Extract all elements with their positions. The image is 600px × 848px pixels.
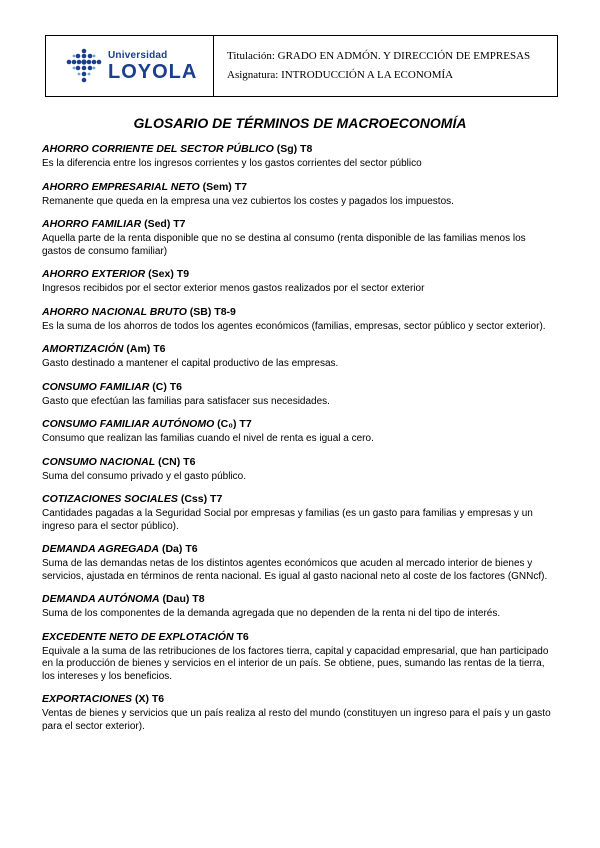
logo-university-word: Universidad xyxy=(108,49,168,61)
glossary-entry xyxy=(42,305,556,334)
term-meta: (Sem) T7 xyxy=(199,180,247,193)
term-meta: T6 xyxy=(233,630,249,643)
term-meta: (Da) T6 xyxy=(159,543,198,555)
term-meta: (Sed) T7 xyxy=(141,218,186,230)
term-name: EXCEDENTE NETO DE EXPLOTACIÓN xyxy=(42,630,234,643)
glossary-term xyxy=(42,380,556,394)
glossary-entry xyxy=(42,180,556,209)
course-info xyxy=(214,36,557,96)
glossary-term xyxy=(42,630,556,644)
cross-logo-icon xyxy=(66,48,102,84)
glossary-entry xyxy=(42,267,556,296)
term-definition: Consumo que realizan las familias cuando el nivel de renta es igual a cero. xyxy=(42,433,374,444)
term-definition: Ventas de bienes y servicios que un país realiza al resto del mundo (constituyen un ingreso para el país y un gasto para el sector exterior). xyxy=(42,708,551,732)
glossary-term xyxy=(42,592,556,606)
glossary-term xyxy=(42,692,556,706)
term-name: AHORRO NACIONAL BRUTO xyxy=(42,305,187,318)
glossary-term xyxy=(42,417,556,431)
term-name: AHORRO CORRIENTE DEL SECTOR PÚBLICO xyxy=(42,143,274,155)
titulacion-text: Titulación: GRADO EN ADMÓN. Y DIRECCIÓN DE EMPRESAS xyxy=(227,50,531,62)
term-meta: (Sg) T8 xyxy=(273,143,313,155)
glossary-entry xyxy=(42,542,556,583)
glossary-entry xyxy=(42,217,556,258)
term-name: EXPORTACIONES xyxy=(42,693,133,705)
glossary-entry xyxy=(42,380,556,409)
term-definition: Suma del consumo privado y el gasto público. xyxy=(42,470,247,482)
term-definition: Gasto destinado a mantener el capital productivo de las empresas. xyxy=(42,358,339,369)
glossary-term xyxy=(42,342,556,356)
term-meta: (Am) T6 xyxy=(123,343,166,355)
term-name: CONSUMO FAMILIAR xyxy=(42,380,150,393)
term-name: AHORRO EXTERIOR xyxy=(42,268,146,280)
term-name: COTIZACIONES SOCIALES xyxy=(42,493,178,505)
term-meta: (C) T6 xyxy=(149,380,182,393)
glossary-entry xyxy=(42,455,556,484)
term-name: AHORRO FAMILIAR xyxy=(42,218,142,230)
term-definition: Es la suma de los ahorros de todos los agentes económicos (familias, empresas, sector público y sector exterior). xyxy=(42,320,546,332)
term-meta: (Css) T7 xyxy=(177,493,223,505)
glossary-entry xyxy=(42,592,556,621)
document-title: GLOSARIO DE TÉRMINOS DE MACROECONOMÍA xyxy=(133,115,467,131)
glossary-term xyxy=(42,180,556,194)
term-definition: Ingresos recibidos por el sector exterior menos gastos realizados por el sector exterior xyxy=(42,283,425,294)
glossary-list xyxy=(42,142,556,742)
glossary-entry xyxy=(42,492,556,533)
term-definition: Suma de las demandas netas de los distintos agentes económicos que acuden al mercado interior de bienes y servicios, ajustada en términos de renta nacional. Es igual al gasto nacional neto al coste de los factores (GNNcf). xyxy=(42,558,548,582)
term-name: AHORRO EMPRESARIAL NETO xyxy=(42,180,200,193)
term-meta: (SB) T8-9 xyxy=(186,305,236,318)
term-meta: (Dau) T8 xyxy=(159,593,205,605)
glossary-term xyxy=(42,542,556,556)
term-definition: Aquella parte de la renta disponible que no se destina al consumo (renta disponible de las familias menos los gastos de consumo familiar) xyxy=(42,233,526,257)
glossary-entry xyxy=(42,417,556,446)
term-definition: Remanente que queda en la empresa una vez cubiertos los costes y pagados los impuestos. xyxy=(42,195,454,207)
term-definition: Gasto que efectúan las familias para satisfacer sus necesidades. xyxy=(42,395,330,407)
term-definition: Suma de los componentes de la demanda agregada que no dependen de la renta ni del tipo de interés. xyxy=(42,608,501,619)
glossary-term xyxy=(42,217,556,231)
glossary-term xyxy=(42,455,556,469)
term-meta: (C₀) T7 xyxy=(214,418,252,430)
glossary-term xyxy=(42,492,556,506)
glossary-entry xyxy=(42,692,556,733)
glossary-term xyxy=(42,267,556,281)
term-definition: Cantidades pagadas a la Seguridad Social por empresas y familias (es un gasto para familias y empresas y un ingreso para el sector público). xyxy=(42,508,533,532)
term-name: DEMANDA AGREGADA xyxy=(42,543,160,555)
term-definition: Es la diferencia entre los ingresos corrientes y los gastos corrientes del sector público xyxy=(42,158,422,169)
glossary-entry xyxy=(42,142,556,171)
glossary-entry xyxy=(42,342,556,371)
term-name: CONSUMO FAMILIAR AUTÓNOMO xyxy=(42,418,215,430)
term-name: AMORTIZACIÓN xyxy=(42,343,124,355)
term-meta: (X) T6 xyxy=(132,693,165,705)
university-logo xyxy=(46,36,214,96)
logo-loyola-word: LOYOLA xyxy=(108,60,198,83)
glossary-term xyxy=(42,305,556,319)
term-definition: Equivale a la suma de las retribuciones de los factores tierra, capital y capacidad empresarial, que han participado en la producción de bienes y servicios en el interior de un país. Se obtiene, pues, sumando las rentas de la tierra, los intereses y los beneficios. xyxy=(42,645,549,682)
glossary-entry xyxy=(42,630,556,684)
document-header xyxy=(45,35,558,97)
term-name: DEMANDA AUTÓNOMA xyxy=(42,593,160,605)
term-meta: (CN) T6 xyxy=(155,455,196,468)
glossary-term xyxy=(42,142,556,156)
asignatura-text: Asignatura: INTRODUCCIÓN A LA ECONOMÍA xyxy=(227,69,454,81)
term-name: CONSUMO NACIONAL xyxy=(42,455,156,468)
term-meta: (Sex) T9 xyxy=(145,268,190,280)
